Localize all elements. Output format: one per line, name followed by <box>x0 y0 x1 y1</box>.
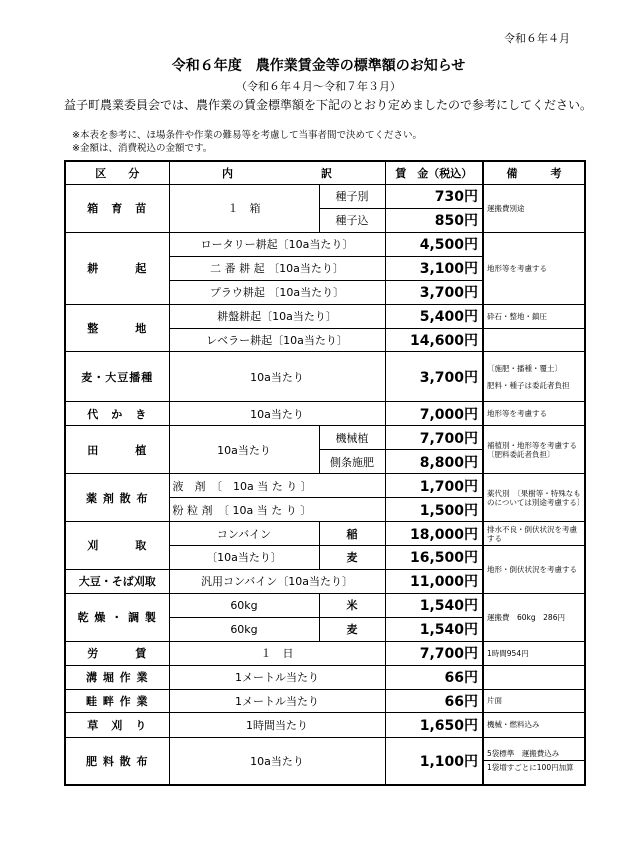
row-remarks: 地形等を考慮する <box>483 232 585 304</box>
table-row <box>65 641 585 665</box>
row-item: プラウ耕起 〔10a当たり〕 <box>169 280 385 304</box>
row-unit: １ 箱 <box>169 185 319 233</box>
table-header-row <box>65 161 585 185</box>
row-remarks-empty <box>483 665 585 689</box>
row-price: 5,400円 <box>385 304 483 328</box>
row-item: コンバイン <box>169 522 319 546</box>
note-1: ※本表を参考に、ほ場条件や作業の難易等を考慮して当事者間で決めてください。 <box>72 130 422 141</box>
row-unit: 10a当たり <box>169 352 385 402</box>
row-price: 850円 <box>385 208 483 232</box>
row-price: 11,000円 <box>385 569 483 593</box>
table-row <box>65 713 585 737</box>
row-unit: 10a当たり <box>169 426 319 474</box>
row-remarks: 地形等を考慮する <box>483 402 585 426</box>
row-price: 7,000円 <box>385 402 483 426</box>
table-row <box>65 474 585 498</box>
row-remarks: 片面 <box>483 689 585 713</box>
row-price: 1,500円 <box>385 498 483 522</box>
table-row <box>65 304 585 328</box>
row-sub: 種子込 <box>319 208 385 232</box>
row-category: 整 地 <box>65 304 169 352</box>
remarks-line: 肥料・種子は委託者負担 <box>487 380 570 390</box>
row-price: 16,500円 <box>385 545 483 569</box>
row-price: 1,540円 <box>385 617 483 641</box>
row-category: 箱 育 苗 <box>65 185 169 233</box>
row-price: 3,700円 <box>385 280 483 304</box>
row-remarks: 機械・燃料込み <box>483 713 585 737</box>
document-date: 令和６年４月 <box>504 32 570 45</box>
row-item: 粉 粒 剤 〔 10a 当 た り 〕 <box>169 498 385 522</box>
row-price: 3,100円 <box>385 256 483 280</box>
row-item: 液 剤 〔 10a 当 た り 〕 <box>169 474 385 498</box>
header-price: 賃 金（税込） <box>385 161 483 185</box>
row-category: 耕 起 <box>65 232 169 304</box>
row-sub: 麦 <box>319 617 385 641</box>
row-item: 耕盤耕起〔10a当たり〕 <box>169 304 385 328</box>
note-2: ※金額は、消費税込の金額です。 <box>72 143 213 154</box>
row-category: 畦 畔 作 業 <box>65 689 169 713</box>
document-title: 令和６年度 農作業賃金等の標準額のお知らせ <box>171 58 466 74</box>
row-category: 田 植 <box>65 426 169 474</box>
remarks-line: 5袋標準 運搬費込み <box>484 747 584 761</box>
table-row <box>65 689 585 713</box>
table-row <box>65 737 585 785</box>
row-category: 草 刈 り <box>65 713 169 737</box>
row-unit: 1時間当たり <box>169 713 385 737</box>
document-period: （令和６年４月～令和７年３月） <box>236 80 401 93</box>
table-row <box>65 232 585 256</box>
row-item: ロータリー耕起〔10a当たり〕 <box>169 232 385 256</box>
row-price: 1,540円 <box>385 593 483 617</box>
row-remarks: 排水不良・倒伏状況を考慮する <box>483 522 585 546</box>
row-remarks: 運搬費別途 <box>483 185 585 233</box>
row-category: 乾 燥 ・ 調 製 <box>65 593 169 641</box>
row-sub: 麦 <box>319 545 385 569</box>
row-unit: 60kg <box>169 617 319 641</box>
row-item: 〔10a当たり〕 <box>169 545 319 569</box>
row-remarks: 薬代別 〔果樹等・特殊なものについては別途考慮する〕 <box>483 474 585 522</box>
row-price: 1,700円 <box>385 474 483 498</box>
intro-text: 益子町農業委員会では、農作業の賃金標準額を下記のとおり定めましたので参考にしてください。 <box>64 98 593 112</box>
row-remarks-empty <box>483 328 585 352</box>
row-item: 二 番 耕 起 〔10a当たり〕 <box>169 256 385 280</box>
table-row <box>65 593 585 617</box>
table-row <box>65 426 585 450</box>
row-price: 7,700円 <box>385 641 483 665</box>
row-price: 14,600円 <box>385 328 483 352</box>
row-remarks: 砕石・整地・鎮圧 <box>483 304 585 328</box>
row-price: 66円 <box>385 665 483 689</box>
row-unit: 汎用コンバイン〔10a当たり〕 <box>169 569 385 593</box>
row-unit: 60kg <box>169 593 319 617</box>
row-price: 730円 <box>385 185 483 209</box>
remarks-line: 〔施肥・播種・覆土〕 <box>487 363 562 373</box>
row-unit: 1メートル当たり <box>169 665 385 689</box>
table-row <box>65 352 585 402</box>
header-remarks: 備 考 <box>483 161 585 185</box>
row-remarks <box>483 737 585 785</box>
row-category: 肥 料 散 布 <box>65 737 169 785</box>
row-price: 66円 <box>385 689 483 713</box>
row-unit: 10a当たり <box>169 737 385 785</box>
header-category: 区 分 <box>65 161 169 185</box>
row-unit: 10a当たり <box>169 402 385 426</box>
row-remarks: 補植別・地形等を考慮する 〔肥料委託者負担〕 <box>483 426 585 474</box>
row-remarks <box>483 352 585 402</box>
table-row <box>65 522 585 546</box>
wage-table <box>64 160 586 786</box>
row-sub: 機械植 <box>319 426 385 450</box>
row-price: 7,700円 <box>385 426 483 450</box>
row-price: 1,100円 <box>385 737 483 785</box>
row-price: 4,500円 <box>385 232 483 256</box>
remarks-line: 1袋増すごとに100円加算 <box>487 763 574 773</box>
row-category: 薬 剤 散 布 <box>65 474 169 522</box>
row-category: 労 賃 <box>65 641 169 665</box>
row-category: 代 か き <box>65 402 169 426</box>
row-unit: 1メートル当たり <box>169 689 385 713</box>
row-item: レベラー耕起〔10a当たり〕 <box>169 328 385 352</box>
table-row <box>65 402 585 426</box>
row-remarks: 運搬費 60kg 286円 <box>483 593 585 641</box>
row-remarks: 1時間954円 <box>483 641 585 665</box>
row-category: 麦・大豆播種 <box>65 352 169 402</box>
row-price: 3,700円 <box>385 352 483 402</box>
row-unit: １ 日 <box>169 641 385 665</box>
row-category: 刈 取 <box>65 522 169 570</box>
table-row <box>65 185 585 209</box>
row-price: 18,000円 <box>385 522 483 546</box>
row-sub: 側条施肥 <box>319 450 385 474</box>
row-sub: 米 <box>319 593 385 617</box>
header-content: 内 訳 <box>169 161 385 185</box>
row-price: 8,800円 <box>385 450 483 474</box>
row-sub: 種子別 <box>319 185 385 209</box>
row-price: 1,650円 <box>385 713 483 737</box>
row-sub: 稲 <box>319 522 385 546</box>
row-remarks: 地形・倒伏状況を考慮する <box>483 545 585 593</box>
table-row <box>65 665 585 689</box>
row-category: 大豆・そば刈取 <box>65 569 169 593</box>
row-category: 溝 堀 作 業 <box>65 665 169 689</box>
